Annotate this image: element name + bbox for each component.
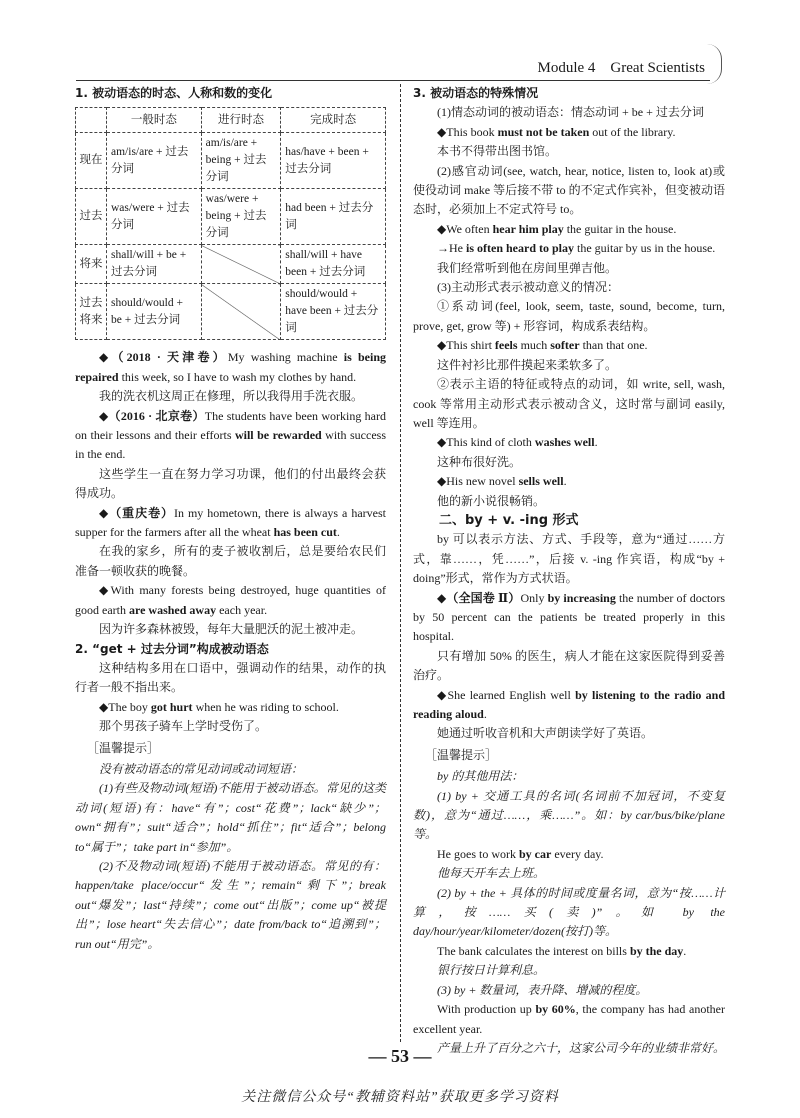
example-sentence: ◆His new novel sells well.: [437, 474, 567, 489]
tip-intro: 没有被动语态的常见动词或动词短语：: [99, 761, 304, 776]
header-bracket-ornament: [707, 44, 722, 84]
example-translation: 这些学生一直在努力学习功课，他们的付出最终会获得成功。: [75, 466, 386, 501]
exam-source: （重庆卷）: [109, 505, 174, 520]
left-column: [75, 84, 386, 954]
tense-table: [75, 107, 386, 340]
paragraph: (3)主动形式表示被动意义的情况：: [437, 280, 619, 295]
footer-promo-text: 关注微信公众号“教辅资料站”获取更多学习资料: [241, 1090, 559, 1105]
row-head: 现在: [76, 133, 107, 189]
table-row: [76, 284, 386, 340]
table-cell: was/were + 过去分词: [107, 189, 202, 245]
empty-diagonal-cell: [201, 245, 281, 284]
header-rule: [76, 80, 710, 81]
example-translation: 银行按日计算利息。: [437, 963, 546, 978]
page-header: [0, 52, 800, 82]
example-translation: 在我的家乡，所有的麦子被收割后，总是要给农民们准备一顿收获的晚餐。: [75, 544, 386, 578]
example-sentence: ◆She learned English well by listening to the radio and reading aloud.: [413, 687, 725, 721]
example-sentence: The bank calculates the interest on bills by the day.: [437, 943, 687, 958]
page-number: — 53 —: [368, 1046, 432, 1066]
example-translation: 产量上升了百分之六十，这家公司今年的业绩非常好。: [437, 1040, 726, 1055]
example-sentence: ◆With many forests being destroyed, huge quantities of good earth are washed away each year.: [75, 583, 386, 617]
section-3-title: 3. 被动语态的特殊情况: [413, 86, 539, 100]
row-head: 过去: [76, 189, 107, 245]
tip-item: (3) by + 数量词，表升降、增减的程度。: [437, 982, 648, 997]
example-translation: 我的洗衣机这周正在修理，所以我得用手洗衣服。: [99, 389, 364, 404]
tip-intro: by 的其他用法：: [437, 769, 524, 784]
table-cell: shall/will + have been + 过去分词: [281, 245, 386, 284]
example-translation: 这种布很好洗。: [437, 454, 522, 469]
tip-label: ［温馨提示］: [87, 740, 160, 755]
example-sentence: ◆The boy got hurt when he was riding to school.: [99, 699, 339, 714]
table-row: [76, 189, 386, 245]
example-translation: 因为许多森林被毁，每年大量肥沃的泥土被冲走。: [99, 622, 364, 637]
example-translation: 这件衬衫比那件摸起来柔软多了。: [437, 357, 618, 372]
right-column: [413, 84, 725, 1058]
example-sentence: He goes to work by car every day.: [437, 846, 604, 861]
example-translation: 她通过听收音机和大声朗读学好了英语。: [437, 726, 654, 741]
example-translation: 他每天开车去上班。: [437, 866, 546, 881]
tip-item: (2)不及物动词(短语)不能用于被动语态。常见的有：happen/take place/occur“发生”；remain“剩下”；break out“爆发”；last“持续”；come out“出版”；come up“被提出”；lose heart“失去信心”；date from/back to“追溯到”；run out“用完”。: [75, 858, 386, 951]
table-cell: shall/will + be + 过去分词: [107, 245, 202, 284]
tip-item: (1)有些及物动词(短语)不能用于被动语态。常见的这类动词(短语)有：have“有”；cost“花费”；lack“缺少”；own“拥有”；suit“适合”；hold“抓住”；fit“适合”；belong to“属于”；take part in“参加”。: [75, 781, 386, 854]
paragraph: by 可以表示方法、方式、手段等，意为“通过……方式，靠……，凭……”，后接 v. -ing 作宾语，构成“by + doing”形式，常作为方式状语。: [413, 532, 725, 586]
section-2-title: 2. “get + 过去分词”构成被动语态: [75, 641, 269, 656]
tip-item: (1) by + 交通工具的名词(名词前不加冠词，不变复数)，意为“通过……，乘……”。如：by car/bus/bike/plane 等。: [413, 788, 725, 842]
paragraph: ②表示主语的特征或特点的动词，如 write, sell, wash, cook 等常用主动形式表示被动含义，这时常与副词 easily, well 等连用。: [413, 377, 725, 430]
table-corner: [76, 108, 107, 133]
table-cell: am/is/are + 过去分词: [107, 133, 202, 189]
section-heading-by-doing: 二、by + v. -ing 形式: [439, 512, 579, 528]
example-sentence: ◆（2016 · 北京卷）The students have been working hard on their lessons and their efforts will be rewarded with success in the end.: [75, 408, 386, 462]
example-sentence: ◆This shirt feels much softer than that one.: [437, 338, 648, 353]
col-head: 一般时态: [107, 108, 202, 133]
paragraph: (1)情态动词的被动语态：情态动词 + be + 过去分词: [437, 105, 704, 120]
exam-source: （全国卷 Ⅱ）: [446, 590, 521, 605]
example-sentence: ◆This kind of cloth washes well.: [437, 435, 598, 450]
example-sentence: ◆（全国卷 Ⅱ）Only by increasing the number of doctors by 50 percent can the patients be treated properly in this hospital.: [413, 590, 726, 644]
example-translation: 本书不得带出图书馆。: [437, 144, 558, 159]
table-cell: was/were + being + 过去分词: [201, 189, 281, 245]
col-head: 完成时态: [281, 108, 386, 133]
table-row: [76, 245, 386, 284]
table-cell: has/have + been + 过去分词: [281, 133, 386, 189]
table-cell: am/is/are + being + 过去分词: [201, 133, 281, 189]
example-sentence: ◆We often hear him play the guitar in the house.: [437, 221, 677, 236]
paragraph: ①系动词(feel, look, seem, taste, sound, become, turn, prove, get, grow 等) + 形容词，构成系表结构。: [413, 299, 725, 333]
section-1-title: 1. 被动语态的时态、人称和数的变化: [75, 86, 273, 100]
empty-diagonal-cell: [201, 284, 281, 340]
tip-item: (2) by + the + 具体的时间或度量名词，意为“按……计算，按……买(卖)”。如 by the day/hour/year/kilometer/dozen(按打)等。: [413, 885, 725, 939]
exam-source: （2016 · 北京卷）: [108, 408, 205, 423]
example-translation: 只有增加 50% 的医生，病人才能在这家医院得到妥善治疗。: [413, 648, 725, 683]
table-row: [76, 133, 386, 189]
col-head: 进行时态: [201, 108, 281, 133]
example-translation: 他的新小说很畅销。: [437, 493, 546, 508]
example-sentence: ◆（2018 · 天津卷）My washing machine is being repaired this week, so I have to wash my clothes by hand.: [75, 350, 386, 384]
example-sentence: →He is often heard to play the guitar by us in the house.: [437, 241, 716, 256]
table-cell: should/would + have been + 过去分词: [281, 284, 386, 340]
column-divider: [400, 84, 401, 1042]
row-head: 过去将来: [76, 284, 107, 340]
table-cell: had been + 过去分词: [281, 189, 386, 245]
module-title: Module 4 Great Scientists: [537, 60, 705, 76]
example-translation: 那个男孩子骑车上学时受伤了。: [99, 719, 268, 734]
tip-label: ［温馨提示］: [425, 747, 498, 762]
section-2-text: 这种结构多用在口语中，强调动作的结果，动作的执行者一般不指出来。: [75, 660, 386, 695]
row-head: 将来: [76, 245, 107, 284]
example-sentence: With production up by 60%, the company has had another excellent year.: [413, 1002, 725, 1036]
exam-source: （2018 · 天津卷）: [111, 350, 228, 365]
example-sentence: ◆（重庆卷）In my hometown, there is always a harvest supper for the farmers after all the wheat has been cut.: [75, 505, 386, 540]
paragraph: (2)感官动词(see, watch, hear, notice, listen to, look at)或使役动词 make 等后接不带 to 的不定式作宾补，但变被动语态时，必须加上不定式符号 to。: [413, 163, 725, 217]
table-cell: should/would + be + 过去分词: [107, 284, 202, 340]
example-translation: 我们经常听到他在房间里弹吉他。: [437, 260, 618, 275]
example-sentence: ◆This book must not be taken out of the library.: [437, 124, 676, 139]
table-header-row: [76, 108, 386, 133]
